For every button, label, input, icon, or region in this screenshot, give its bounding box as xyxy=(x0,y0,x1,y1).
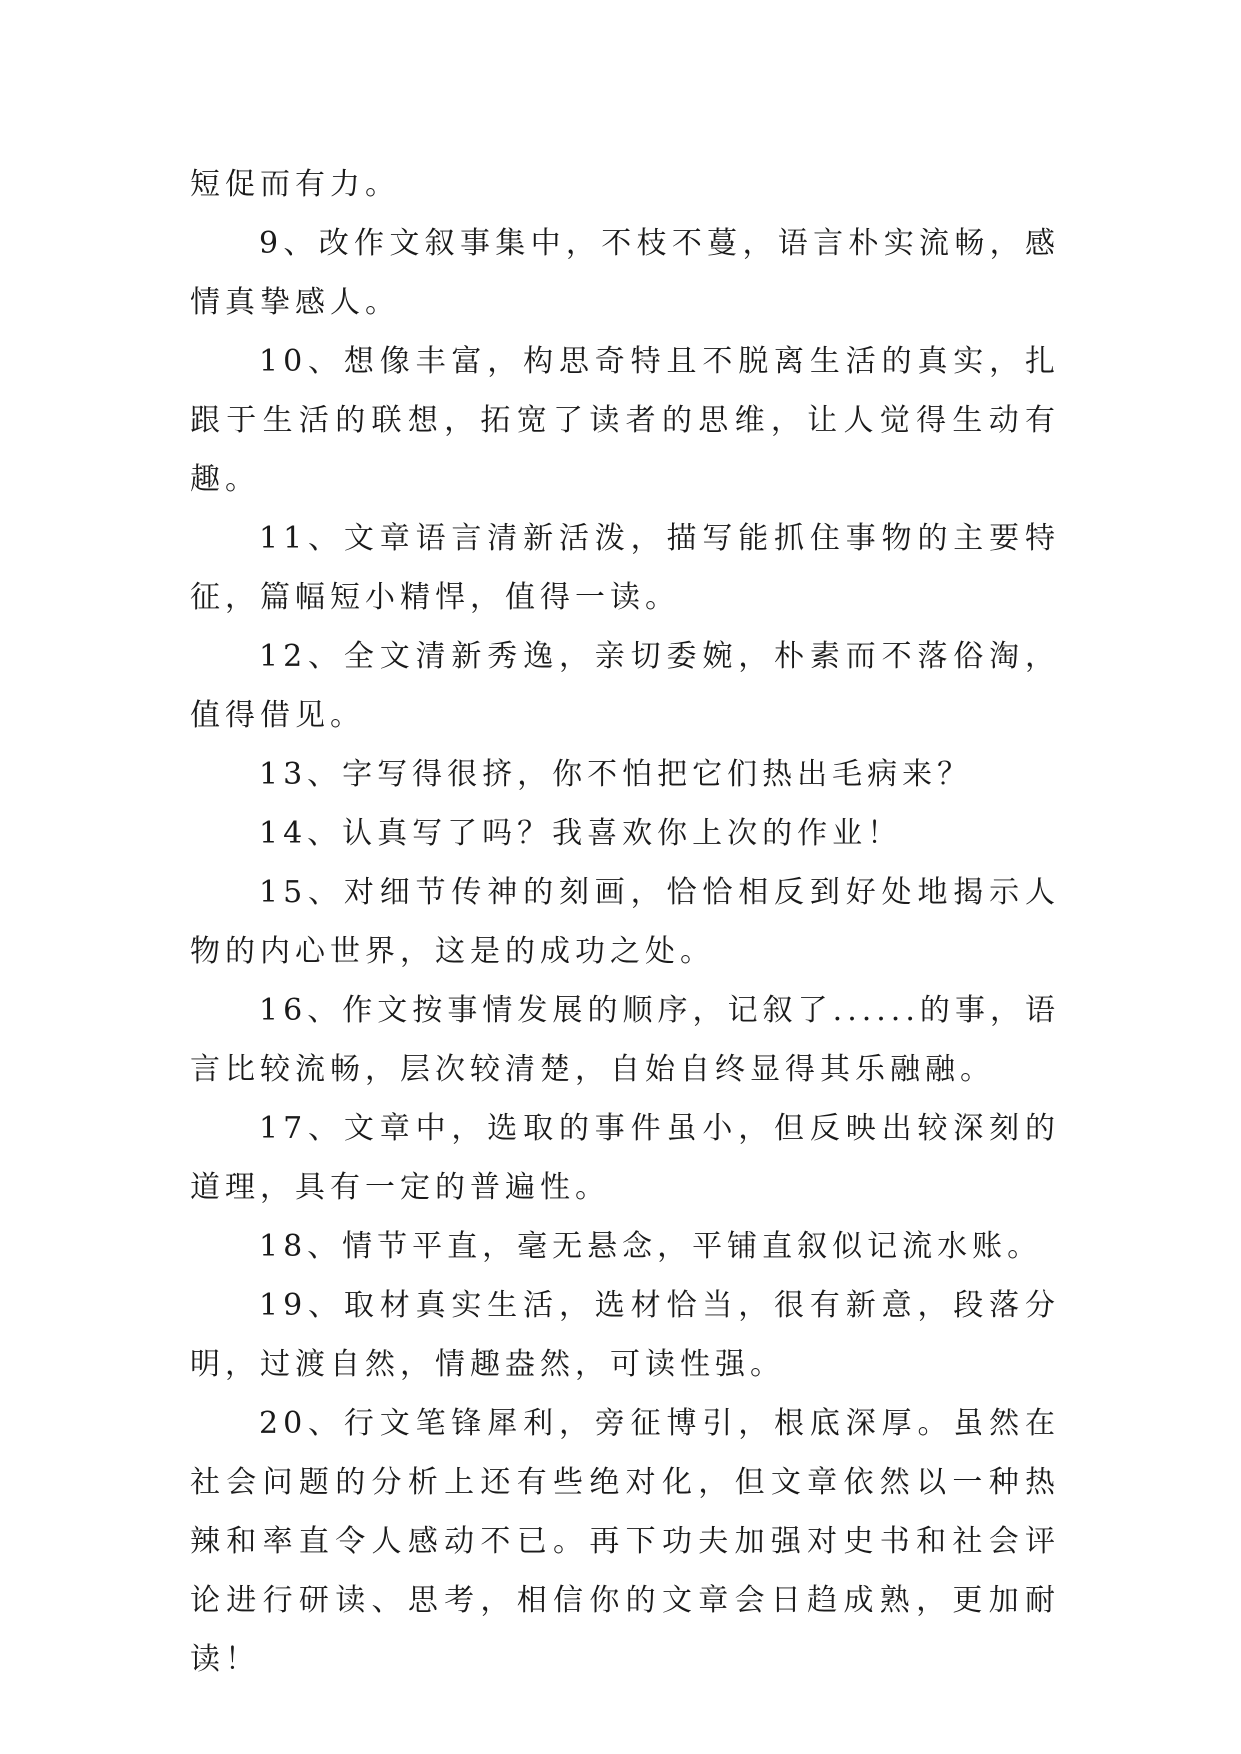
paragraph-continuation: 短促而有力。 xyxy=(190,167,400,202)
comment-11: 11、文章语言清新活泼，描写能抓住事物的主要特征，篇幅短小精悍，值得一读。 xyxy=(190,521,1060,615)
comment-17: 17、文章中，选取的事件虽小，但反映出较深刻的道理，具有一定的普遍性。 xyxy=(190,1111,1060,1205)
comment-15: 15、对细节传神的刻画，恰恰相反到好处地揭示人物的内心世界，这是的成功之处。 xyxy=(190,875,1060,969)
comment-14: 14、认真写了吗？我喜欢你上次的作业！ xyxy=(259,816,903,851)
comment-20: 20、行文笔锋犀利，旁征博引，根底深厚。虽然在社会问题的分析上还有些绝对化，但文章依然以一种热辣和率直令人感动不已。再下功夫加强对史书和社会评论进行研读、思考，相信你的文章会日趋成熟，更加耐读！ xyxy=(190,1406,1060,1677)
document-body xyxy=(190,155,1060,1689)
comment-18: 18、情节平直，毫无悬念，平铺直叙似记流水账。 xyxy=(259,1229,1043,1264)
comment-19: 19、取材真实生活，选材恰当，很有新意，段落分明，过渡自然，情趣盎然，可读性强。 xyxy=(190,1288,1060,1382)
comment-13: 13、字写得很挤，你不怕把它们热出毛病来？ xyxy=(259,757,973,792)
comment-10: 10、想像丰富，构思奇特且不脱离生活的真实，扎跟于生活的联想，拓宽了读者的思维，让人觉得生动有趣。 xyxy=(190,344,1060,497)
comment-16: 16、作文按事情发展的顺序，记叙了......的事，语言比较流畅，层次较清楚，自始自终显得其乐融融。 xyxy=(190,993,1060,1087)
comment-12: 12、全文清新秀逸，亲切委婉，朴素而不落俗淘，值得借见。 xyxy=(190,639,1060,733)
comment-9: 9、改作文叙事集中，不枝不蔓，语言朴实流畅，感情真挚感人。 xyxy=(190,226,1060,320)
